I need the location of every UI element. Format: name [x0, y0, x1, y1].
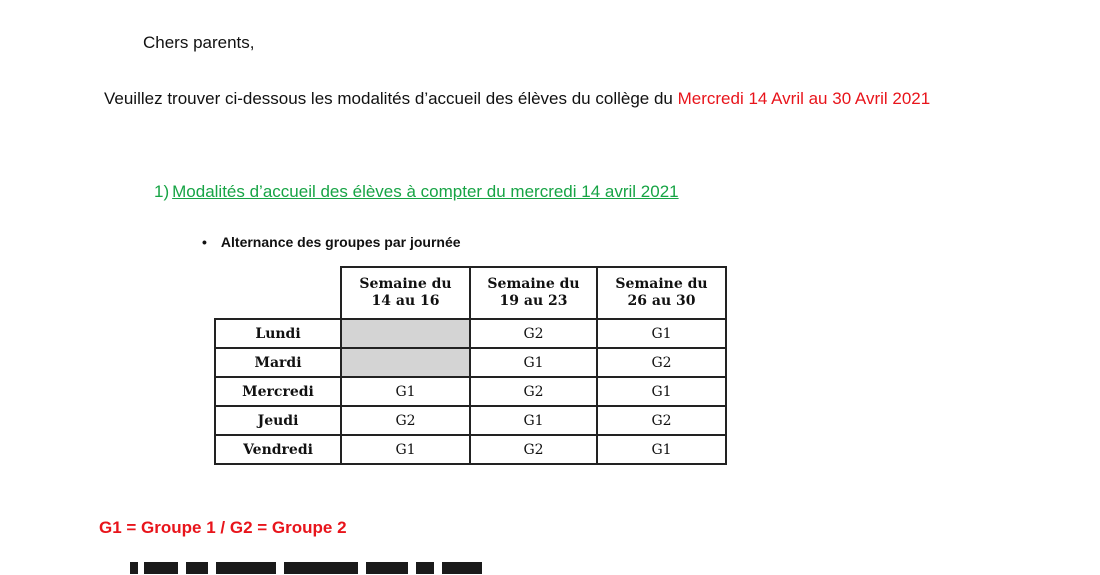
- group-cell: G2: [470, 377, 597, 406]
- table-row: [215, 406, 726, 435]
- group-cell: G1: [597, 319, 726, 348]
- greeting: Chers parents,: [143, 33, 255, 52]
- column-header-line2: 14 au 16: [371, 293, 440, 309]
- column-header: [470, 267, 597, 319]
- column-header-line2: 19 au 23: [499, 293, 568, 309]
- cropped-text-line: [130, 562, 510, 575]
- schedule-table: [214, 266, 727, 465]
- intro-paragraph: [104, 84, 1004, 114]
- bullet-icon: •: [202, 234, 207, 250]
- unavailable-cell: [341, 348, 470, 377]
- group-cell: G2: [597, 406, 726, 435]
- bullet-item: [202, 234, 461, 250]
- group-cell: G2: [341, 406, 470, 435]
- table-row: [215, 377, 726, 406]
- column-header: [341, 267, 470, 319]
- group-cell: G1: [597, 435, 726, 464]
- day-cell: Lundi: [215, 319, 341, 348]
- group-cell: G1: [597, 377, 726, 406]
- table-row: [215, 319, 726, 348]
- column-header-line1: Semaine du: [487, 276, 580, 292]
- table-header-row: [215, 267, 726, 319]
- group-legend: G1 = Groupe 1 / G2 = Groupe 2: [99, 518, 347, 537]
- table-row: [215, 435, 726, 464]
- day-cell: Mercredi: [215, 377, 341, 406]
- bullet-text: Alternance des groupes par journée: [220, 234, 461, 250]
- column-header-line1: Semaine du: [615, 276, 708, 292]
- day-cell: Mardi: [215, 348, 341, 377]
- column-header: [597, 267, 726, 319]
- section-heading: [154, 182, 679, 202]
- group-cell: G1: [470, 406, 597, 435]
- day-cell: Vendredi: [215, 435, 341, 464]
- intro-dates: Mercredi 14 Avril au 30 Avril 2021: [677, 89, 931, 108]
- group-cell: G2: [470, 435, 597, 464]
- table-corner-cell: [215, 267, 341, 319]
- group-cell: G1: [341, 377, 470, 406]
- section-number: 1): [154, 182, 170, 201]
- table-row: [215, 348, 726, 377]
- group-cell: G2: [597, 348, 726, 377]
- column-header-line1: Semaine du: [359, 276, 452, 292]
- unavailable-cell: [341, 319, 470, 348]
- section-title: Modalités d’accueil des élèves à compter du mercredi 14 avril 2021: [172, 182, 679, 201]
- group-cell: G2: [470, 319, 597, 348]
- group-cell: G1: [470, 348, 597, 377]
- column-header-line2: 26 au 30: [627, 293, 696, 309]
- group-cell: G1: [341, 435, 470, 464]
- day-cell: Jeudi: [215, 406, 341, 435]
- intro-text: Veuillez trouver ci-dessous les modalités d’accueil des élèves du collège du: [104, 89, 678, 108]
